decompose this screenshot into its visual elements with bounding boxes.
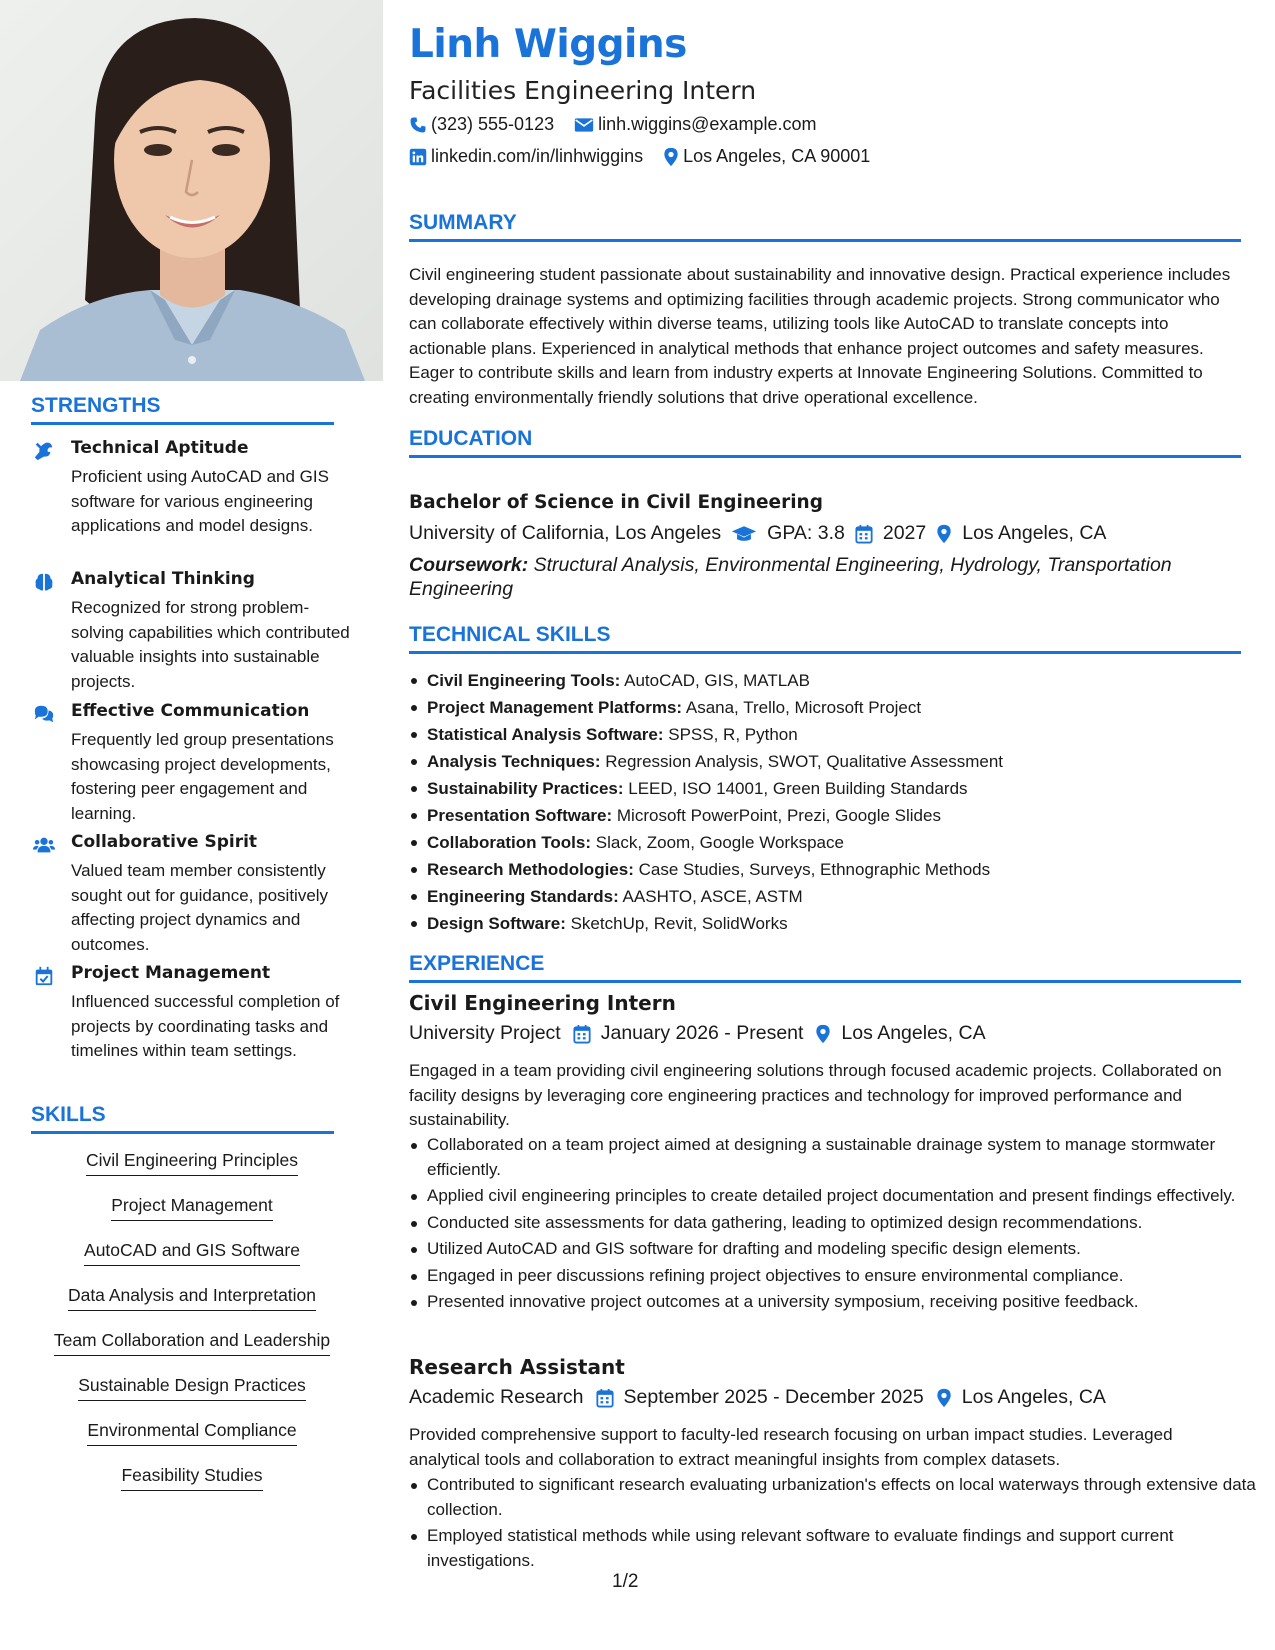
list-item: Project Management Platforms: Asana, Trello, Microsoft Project: [427, 694, 1259, 721]
list-item: Sustainability Practices: LEED, ISO 14001, Green Building Standards: [427, 775, 1259, 802]
location-pin-icon: [815, 1024, 831, 1044]
job-location: Los Angeles, CA: [841, 1022, 986, 1044]
list-item: Presentation Software: Microsoft PowerPoint, Prezi, Google Slides: [427, 802, 1259, 829]
gpa: GPA: 3.8: [767, 522, 845, 544]
list-item: Presented innovative project outcomes at a university symposium, receiving positive feedback.: [427, 1290, 1259, 1315]
list-item: Engineering Standards: AASHTO, ASCE, ASTM: [427, 883, 1259, 910]
experience-rule: [409, 980, 1241, 983]
technical-skills-list: [409, 667, 1259, 937]
email-link[interactable]: linh.wiggins@example.com: [598, 114, 817, 134]
skill-tag: Team Collaboration and Leadership: [33, 1330, 351, 1356]
list-item: Conducted site assessments for data gathering, leading to optimized design recommendations.: [427, 1211, 1259, 1236]
list-item: Civil Engineering Tools: AutoCAD, GIS, MATLAB: [427, 667, 1259, 694]
calendar-icon: [855, 524, 873, 544]
job-dates: January 2026 - Present: [600, 1022, 804, 1044]
list-item: Statistical Analysis Software: SPSS, R, Python: [427, 721, 1259, 748]
list-item: Engaged in peer discussions refining project objectives to ensure environmental compliance.: [427, 1264, 1259, 1289]
skill-tag: AutoCAD and GIS Software: [33, 1240, 351, 1266]
school-location: Los Angeles, CA: [962, 522, 1107, 544]
list-item: Employed statistical methods while using relevant software to evaluate findings and support current investigations.: [427, 1524, 1259, 1573]
grad-year: 2027: [882, 522, 927, 544]
strength-desc: Influenced successful completion of projects by coordinating tasks and timelines within team settings.: [71, 992, 340, 1060]
degree: Bachelor of Science in Civil Engineering: [409, 492, 823, 513]
technical-skills-heading: TECHNICAL SKILLS: [409, 623, 611, 646]
sidebar: [0, 0, 383, 1650]
education-rule: [409, 455, 1241, 458]
list-item: Design Software: SketchUp, Revit, SolidWorks: [427, 910, 1259, 937]
skill-tag: Civil Engineering Principles: [33, 1150, 351, 1176]
contact-row: [409, 114, 836, 135]
summary-text: Civil engineering student passionate about sustainability and innovative design. Practical experience includes developing drainage systems and optimizing facilities through academic projects. Strong communicator who can collaborate effectively within diverse teams, utilizing tools like AutoCAD to translate concepts into actionable plans. Experienced in analytical methods that enhance project outcomes and safety measures. Eager to contribute skills and learn from industry experts at Innovate Engineering Solutions. Committed to creating environmentally friendly solutions that drive operational excellence.: [409, 265, 1231, 407]
skill-tag: Project Management: [33, 1195, 351, 1221]
strength-desc: Frequently led group presentations showcasing project developments, fostering peer engagement and learning.: [71, 730, 334, 823]
job-title: Civil Engineering Intern: [409, 991, 676, 1015]
skills-rule: [31, 1131, 334, 1134]
strength-title: Collaborative Spirit: [71, 832, 258, 852]
candidate-title: Facilities Engineering Intern: [409, 76, 757, 105]
skill-tag: Data Analysis and Interpretation: [33, 1285, 351, 1311]
experience-heading: EXPERIENCE: [409, 952, 545, 975]
skill-tag: Feasibility Studies: [33, 1465, 351, 1491]
strength-desc: Recognized for strong problem-solving capabilities which contributed valuable insights into sustainable projects.: [71, 598, 350, 691]
list-item: Collaboration Tools: Slack, Zoom, Google Workspace: [427, 829, 1259, 856]
email-icon: [574, 117, 594, 133]
skill-tag: Environmental Compliance: [33, 1420, 351, 1446]
strength-title: Project Management: [71, 963, 271, 983]
job-bullets: [409, 1133, 1259, 1317]
contact-row-2: [409, 146, 890, 167]
list-item: Contributed to significant research evaluating urbanization's effects on local waterways through extensive data collection.: [427, 1473, 1259, 1522]
calendar-icon: [596, 1388, 614, 1408]
job-description: Provided comprehensive support to faculty-led research focusing on urban impact studies. Leveraged analytical tools and collaboration to extract meaningful insights from complex datasets.: [409, 1425, 1173, 1469]
calendar-icon: [573, 1024, 591, 1044]
job-org: University Project: [409, 1022, 561, 1044]
technical-skills-rule: [409, 651, 1241, 654]
brain-icon: [33, 571, 55, 593]
education-meta: [409, 522, 1106, 545]
job-org: Academic Research: [409, 1386, 584, 1408]
strength-desc: Proficient using AutoCAD and GIS software for various engineering applications and model designs.: [71, 467, 329, 535]
location-pin-icon: [936, 1388, 952, 1408]
summary-rule: [409, 239, 1241, 242]
profile-photo: [0, 0, 383, 381]
strengths-heading: STRENGTHS: [31, 394, 161, 417]
phone-text[interactable]: (323) 555-0123: [431, 114, 555, 134]
location-text: Los Angeles, CA 90001: [683, 146, 871, 166]
graduation-cap-icon: [731, 524, 757, 544]
list-item: Utilized AutoCAD and GIS software for drafting and modeling specific design elements.: [427, 1237, 1259, 1262]
location-pin-icon: [936, 524, 952, 544]
job-location: Los Angeles, CA: [961, 1386, 1106, 1408]
list-item: Applied civil engineering principles to create detailed project documentation and present findings effectively.: [427, 1184, 1259, 1209]
education-heading: EDUCATION: [409, 427, 533, 450]
comments-icon: [33, 703, 55, 725]
users-icon: [33, 834, 55, 856]
job-meta: [409, 1022, 986, 1045]
strength-title: Effective Communication: [71, 701, 310, 721]
skills-heading: SKILLS: [31, 1103, 106, 1126]
job-bullets: [409, 1473, 1259, 1575]
linkedin-link[interactable]: linkedin.com/in/linhwiggins: [431, 146, 644, 166]
calendar-check-icon: [33, 965, 55, 987]
school: University of California, Los Angeles: [409, 522, 722, 544]
job-dates: September 2025 - December 2025: [623, 1386, 924, 1408]
linkedin-icon: [409, 148, 427, 166]
location-pin-icon: [663, 147, 679, 167]
phone-icon: [409, 116, 427, 134]
skill-tag: Sustainable Design Practices: [33, 1375, 351, 1401]
list-item: Analysis Techniques: Regression Analysis, SWOT, Qualitative Assessment: [427, 748, 1259, 775]
candidate-name: Linh Wiggins: [409, 22, 687, 67]
job-description: Engaged in a team providing civil engineering solutions through focused academic projects. Collaborated on facility designs by leveraging core engineering practices and technology for improved performance and sustainability.: [409, 1061, 1222, 1129]
list-item: Research Methodologies: Case Studies, Surveys, Ethnographic Methods: [427, 856, 1259, 883]
strengths-rule: [31, 422, 334, 425]
job-title: Research Assistant: [409, 1355, 625, 1379]
page-number: 1/2: [612, 1571, 639, 1592]
coursework: Coursework: Structural Analysis, Environmental Engineering, Hydrology, Transportation Engineering: [409, 554, 1172, 600]
tools-icon: [33, 440, 55, 462]
strength-title: Analytical Thinking: [71, 569, 255, 589]
strength-desc: Valued team member consistently sought out for guidance, positively affecting project dynamics and outcomes.: [71, 861, 329, 954]
strength-title: Technical Aptitude: [71, 438, 249, 458]
summary-heading: SUMMARY: [409, 211, 517, 234]
job-meta: [409, 1386, 1106, 1409]
list-item: Collaborated on a team project aimed at designing a sustainable drainage system to manage stormwater efficiently.: [427, 1133, 1259, 1182]
